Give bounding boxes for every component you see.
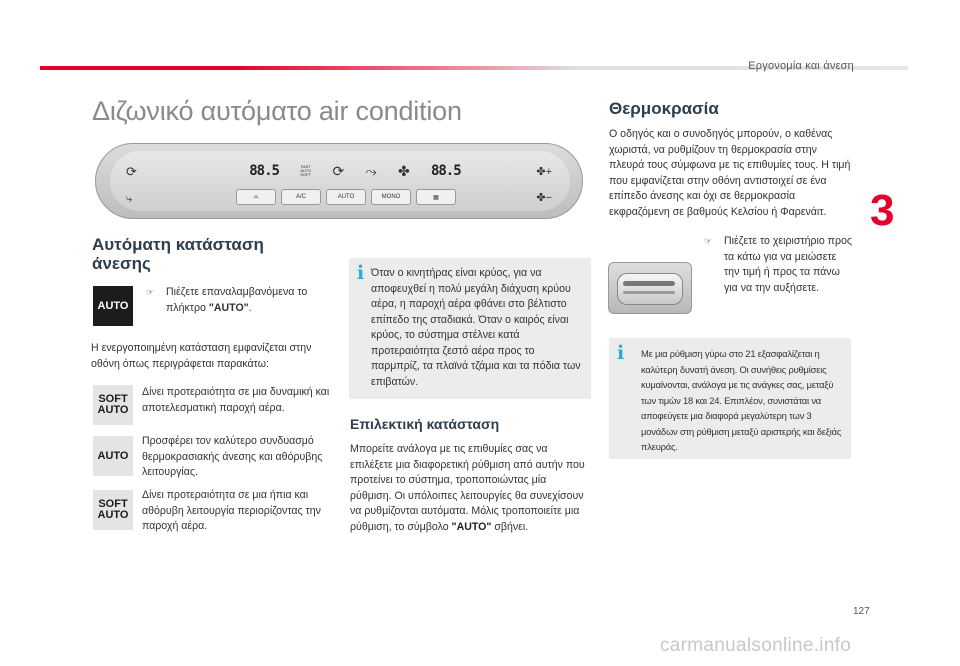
selective-mode-key: "AUTO" xyxy=(451,520,492,533)
mode-description-quiet: Δίνει προτεραιότητα σε μια ήπια και αθόρυβη λειτουργία περιορίζοντας την παροχή αέρα. xyxy=(142,489,321,532)
panel-buttons xyxy=(236,189,456,205)
left-temp-display: 88.5 xyxy=(249,163,279,179)
badge-line: SOFT xyxy=(98,498,128,510)
recirculation-display-icon: ⟳ xyxy=(332,162,345,179)
auto-button: AUTO xyxy=(326,189,366,205)
temperature-text: Ο οδηγός και ο συνοδηγός μπορούν, ο καθένας χωριστά, να ρυθμίζουν τη θερμοκρασία στην πλευρά τους σύμφωνα με τις επιθυμίες τους. Η τιμή που εμφανίζεται στην οθόνη αντιστοιχεί σε ένα επίπεδο άνεσης και όχι σε θερμοκρασία εκφραζόμενη σε βαθμούς Κελσίου ή Φαρενάιτ. xyxy=(609,128,851,218)
soft-auto-badge-quiet xyxy=(93,490,133,530)
control-ridge xyxy=(623,291,675,294)
auto-badge: AUTO xyxy=(93,286,133,326)
selective-mode-heading: Επιλεκτική κατάσταση xyxy=(350,416,500,432)
auto-instruction-key: "AUTO" xyxy=(208,301,249,314)
section-label: Εργονομία και άνεση xyxy=(748,60,854,72)
fan-mode-soft: SOFT xyxy=(300,172,312,177)
selective-mode-text xyxy=(350,442,590,535)
page-number: 127 xyxy=(853,606,870,617)
windscreen-demist-button: ⌓ xyxy=(236,189,276,205)
auto-instruction-end: . xyxy=(248,301,252,314)
fan-speed-controls xyxy=(536,159,552,211)
fan-mode-indicator xyxy=(300,165,311,177)
fan-decrease-icon: ✤− xyxy=(536,192,552,204)
temperature-heading: Θερμοκρασία xyxy=(609,99,719,118)
page-title: Διζωνικό αυτόματο air condition xyxy=(92,96,462,126)
cold-engine-info-box xyxy=(349,258,591,399)
watermark: carmanualsonline.info xyxy=(660,635,852,656)
arrow-bullet-icon: ☞ xyxy=(704,236,713,246)
control-ridge xyxy=(623,281,675,286)
info-icon: i xyxy=(617,342,625,364)
rear-demist-button: ▦ xyxy=(416,189,456,205)
panel-face xyxy=(110,151,570,211)
ac-button: A/C xyxy=(281,189,321,205)
mode-description-normal: Προσφέρει τον καλύτερο συνδυασμό θερμοκρασιακής άνεσης και αθόρυβης λειτουργίας. xyxy=(142,435,323,478)
temperature-instruction-text: Πιέζετε το χειριστήριο προς τα κάτω για να μειώσετε την τιμή ή προς τα πάνω για να την αυξήσετε. xyxy=(724,235,853,294)
chapter-number: 3 xyxy=(870,186,895,235)
temperature-info-text: Με μια ρύθμιση γύρω στο 21 εξασφαλίζεται η καλύτερη δυνατή άνεση. Οι συνήθεις ρυθμίσεις κυμαίνονται, ανάλογα με τις ανάγκες σας, μεταξύ των τιμών 18 και 24. Επιπλέον, συνιστάται να αποφεύγετε μια διαφορά μεγαλύτερη των 3 μονάδων στη ρύθμιση μεταξύ αριστερής και δεξιάς πλευράς. xyxy=(641,348,842,452)
selective-mode-end: σβήνει. xyxy=(491,520,529,533)
temperature-info-box xyxy=(609,338,851,459)
soft-auto-badge-dynamic xyxy=(93,385,133,425)
badge-line: AUTO xyxy=(97,509,129,521)
auto-mode-intro: Η ενεργοποιημένη κατάσταση εμφανίζεται στην οθόνη όπως περιγράφεται παρακάτω: xyxy=(91,342,312,370)
fan-icon: ✤ xyxy=(397,162,410,179)
badge-line: SOFT xyxy=(98,393,128,405)
cold-engine-info-text: Όταν ο κινητήρας είναι κρύος, για να αποφευχθεί η πολύ μεγάλη διάχυση κρύου αέρα, η παροχή αέρα φθάνει στο βέλτιστο επίπεδο της σταδιακά. Όταν ο καιρός είναι κρύος, το σύστημα στέλνει κατά προτεραιότητα ζεστό αέρα προς το παρμπρίζ, τα πλαϊνά τζάμια και τα πόδια των επιβατών. xyxy=(371,267,581,388)
arrow-bullet-icon: ☞ xyxy=(146,287,155,297)
mono-button: MONO xyxy=(371,189,411,205)
climate-control-panel-illustration xyxy=(95,143,583,219)
mode-description-dynamic: Δίνει προτεραιότητα σε μια δυναμική και αποτελεσματική παροχή αέρα. xyxy=(142,386,330,414)
right-temp-display: 88.5 xyxy=(430,163,461,179)
auto-mode-heading: Αυτόματη κατάσταση άνεσης xyxy=(92,235,264,273)
badge-line: AUTO xyxy=(97,404,129,416)
airflow-display-icon: ⤳ xyxy=(365,162,377,179)
auto-badge-normal: AUTO xyxy=(93,436,133,476)
info-icon: i xyxy=(357,262,365,284)
control-slot xyxy=(617,273,683,305)
recirculation-icon: ⟳ ⤷ xyxy=(126,164,137,205)
air-distribution-icon: ⤷ xyxy=(126,193,133,205)
panel-display xyxy=(138,157,542,185)
fan-mode-fast: FAST xyxy=(300,164,311,169)
fan-mode-auto: AUTO xyxy=(300,168,312,173)
auto-instruction-text: Πιέζετε επαναλαμβανόμενα το πλήκτρο xyxy=(166,286,308,314)
temperature-control-illustration xyxy=(608,262,692,314)
fan-increase-icon: ✤+ xyxy=(536,166,552,178)
temperature-instruction xyxy=(704,234,854,296)
selective-mode-body: Μπορείτε ανάλογα με τις επιθυμίες σας να επιλέξετε μια διαφορετική ρύθμιση από αυτήν που προτείνει το σύστημα, τροποποιώντας μία ρύθμιση. Οι υπόλοιπες λειτουργίες θα συνεχίσουν να ρυθμίζονται αυτόματα. Μόλις τροποποιείτε μια ρύθμιση, το σύμβολο xyxy=(350,443,585,533)
auto-instruction xyxy=(146,285,326,316)
